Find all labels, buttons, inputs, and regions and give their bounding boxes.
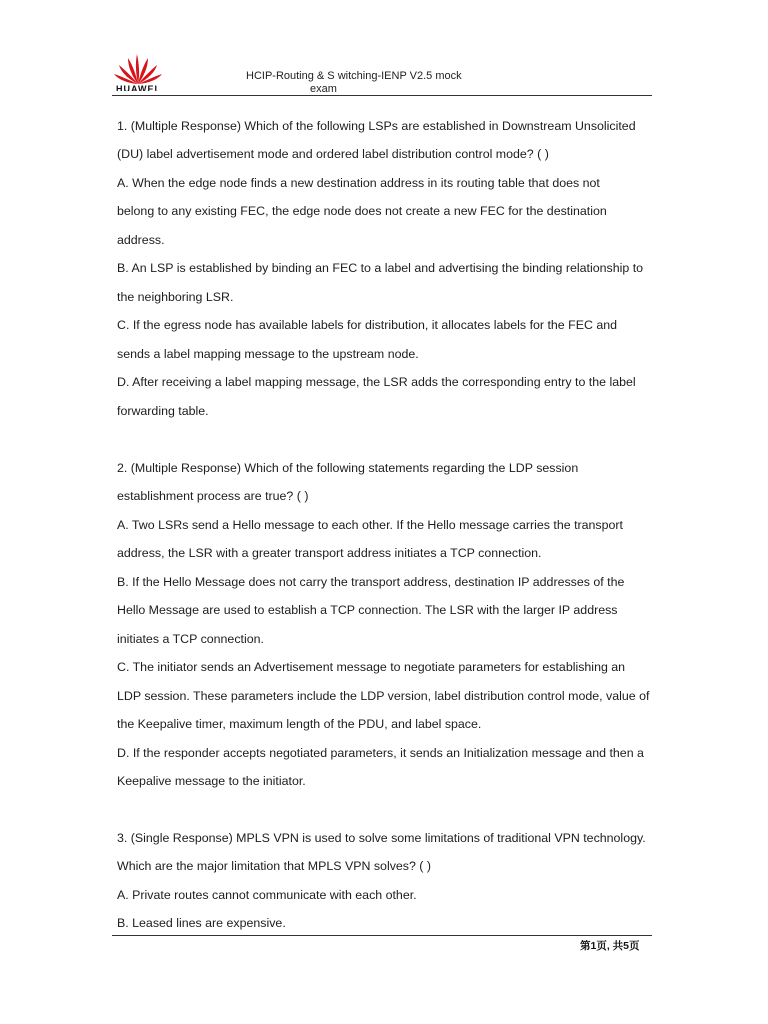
footer-divider (112, 935, 652, 936)
question-3-option-a: A. Private routes cannot communicate with each other. (117, 888, 417, 902)
question-1-option-b: B. An LSP is established by binding an FEC to a label and advertising the binding relationship to (117, 261, 644, 275)
question-1-option-c: sends a label mapping message to the upstream node. (117, 347, 419, 361)
question-1-option-c: C. If the egress node has available labels for distribution, it allocates labels for the FEC and (117, 318, 618, 332)
question-2-option-b: initiates a TCP connection. (117, 632, 264, 646)
header-divider (112, 95, 652, 96)
question-1-option-d: D. After receiving a label mapping message, the LSR adds the corresponding entry to the label (117, 375, 636, 389)
question-3-option-b: B. Leased lines are expensive. (117, 916, 286, 930)
question-2-option-b: Hello Message are used to establish a TCP connection. The LSR with the larger IP address (117, 603, 618, 617)
question-2-option-a: A. Two LSRs send a Hello message to each other. If the Hello message carries the transport (117, 518, 623, 532)
question-3-stem: Which are the major limitation that MPLS VPN solves? ( ) (117, 859, 432, 873)
question-2-option-d: Keepalive message to the initiator. (117, 774, 306, 788)
question-1-stem: (DU) label advertisement mode and ordered label distribution control mode? ( ) (117, 147, 549, 161)
question-2-option-a: address, the LSR with a greater transport address initiates a TCP connection. (117, 546, 542, 560)
logo-wordmark: HUAWEI (116, 84, 158, 91)
question-2-option-c: LDP session. These parameters include the LDP version, label distribution control mode, value of (117, 689, 650, 703)
question-2-stem: establishment process are true? ( ) (117, 489, 309, 503)
question-1-option-b: the neighboring LSR. (117, 290, 234, 304)
question-2-option-c: the Keepalive timer, maximum length of the PDU, and label space. (117, 717, 482, 731)
question-1-option-d: forwarding table. (117, 404, 209, 418)
page-number: 第1页, 共5页 (580, 940, 640, 952)
question-1-option-a: A. When the edge node finds a new destination address in its routing table that does not (117, 176, 600, 190)
question-2-option-d: D. If the responder accepts negotiated parameters, it sends an Initialization message and then a (117, 746, 644, 760)
question-1-option-a: belong to any existing FEC, the edge node does not create a new FEC for the destination (117, 204, 607, 218)
question-2-option-c: C. The initiator sends an Advertisement message to negotiate parameters for establishing an (117, 660, 626, 674)
document-title-continuation: exam (310, 83, 337, 95)
question-1-stem: 1. (Multiple Response) Which of the following LSPs are established in Downstream Unsolicited (117, 119, 636, 133)
question-2-option-b: B. If the Hello Message does not carry the transport address, destination IP addresses of the (117, 575, 625, 589)
question-2-stem: 2. (Multiple Response) Which of the following statements regarding the LDP session (117, 461, 579, 475)
document-title: HCIP-Routing & S witching-IENP V2.5 mock (246, 70, 462, 82)
question-3-stem: 3. (Single Response) MPLS VPN is used to solve some limitations of traditional VPN technology. (117, 831, 646, 845)
question-1-option-a: address. (117, 233, 165, 247)
